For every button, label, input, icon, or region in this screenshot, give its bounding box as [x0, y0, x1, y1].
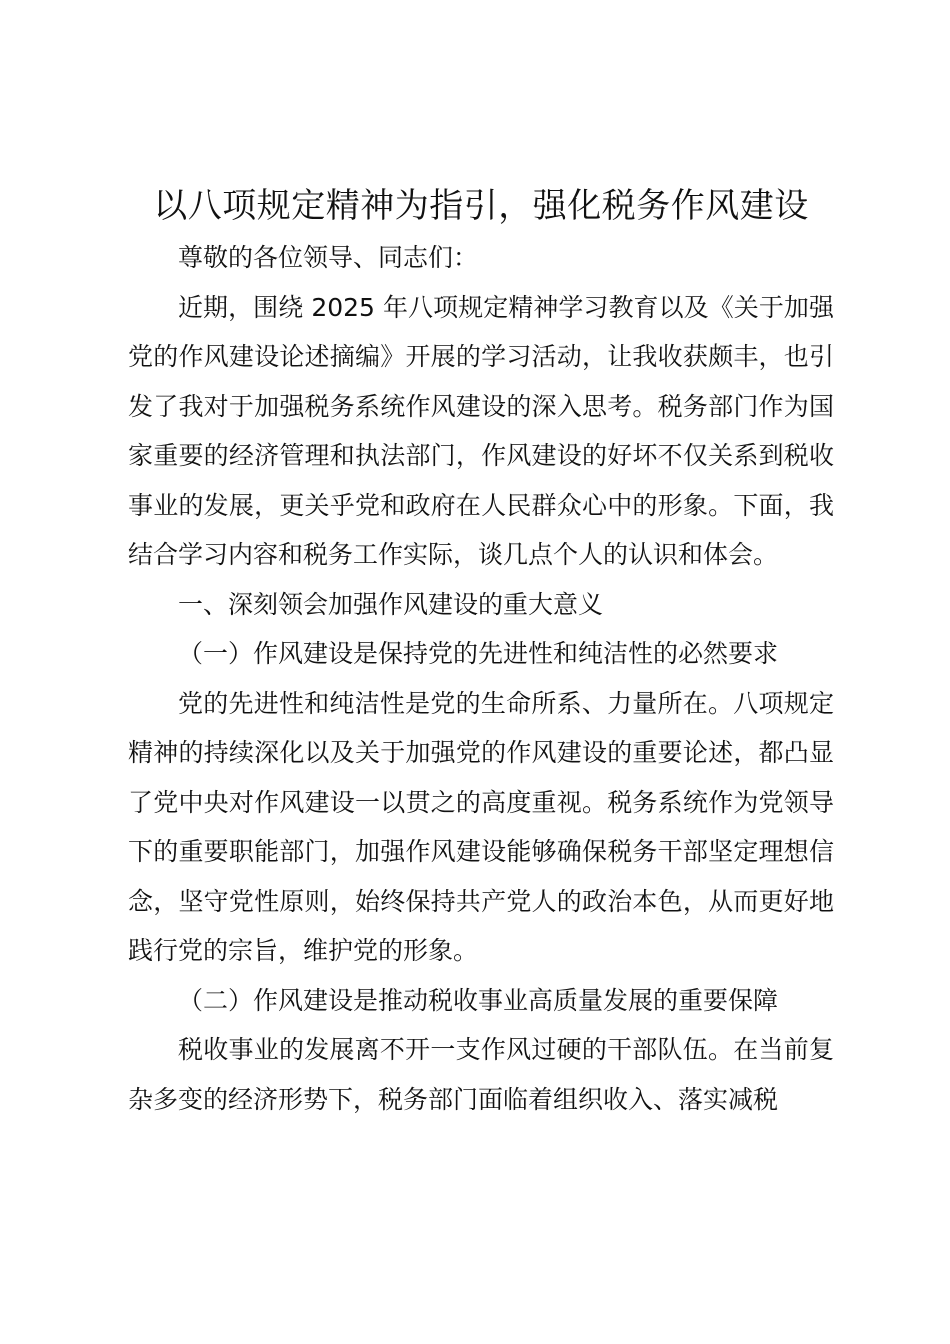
section-heading-1: 一、深刻领会加强作风建设的重大意义 — [178, 589, 604, 619]
salutation: 尊敬的各位领导、同志们： — [178, 243, 479, 272]
paragraph-intro: 近期，围绕 2025 年八项规定精神学习教育以及《关于加强党的作风建设论述摘编》开展的学习活动，让我收获颇丰，也引发了我对于加强税务系统作风建设的深入思考。税务部门作为国家重要的经济管理和执法部门，作风建设的好坏不仅关系到税收事业的发展，更关乎党和政府在人民群众心中的形象。下面，我结合学习内容和税务工作实际，谈几点个人的认识和体会。 — [128, 292, 834, 569]
paragraph-1: 党的先进性和纯洁性是党的生命所系、力量所在。八项规定精神的持续深化以及关于加强党的作风建设的重要论述，都凸显了党中央对作风建设一以贯之的高度重视。税务系统作为党领导下的重要职能部门，加强作风建设能够确保税务干部坚定理想信念，坚守党性原则，始终保持共产党人的政治本色，从而更好地践行党的宗旨，维护党的形象。 — [128, 688, 834, 965]
paragraph-2: 税收事业的发展离不开一支作风过硬的干部队伍。在当前复杂多变的经济形势下，税务部门面临着组织收入、落实减税 — [128, 1035, 834, 1114]
subsection-heading-1: （一）作风建设是保持党的先进性和纯洁性的必然要求 — [178, 639, 779, 668]
document-body — [128, 233, 834, 1124]
document-title: 以八项规定精神为指引，强化税务作风建设 — [153, 186, 809, 226]
subsection-heading-2: （二）作风建设是推动税收事业高质量发展的重要保障 — [178, 985, 779, 1015]
